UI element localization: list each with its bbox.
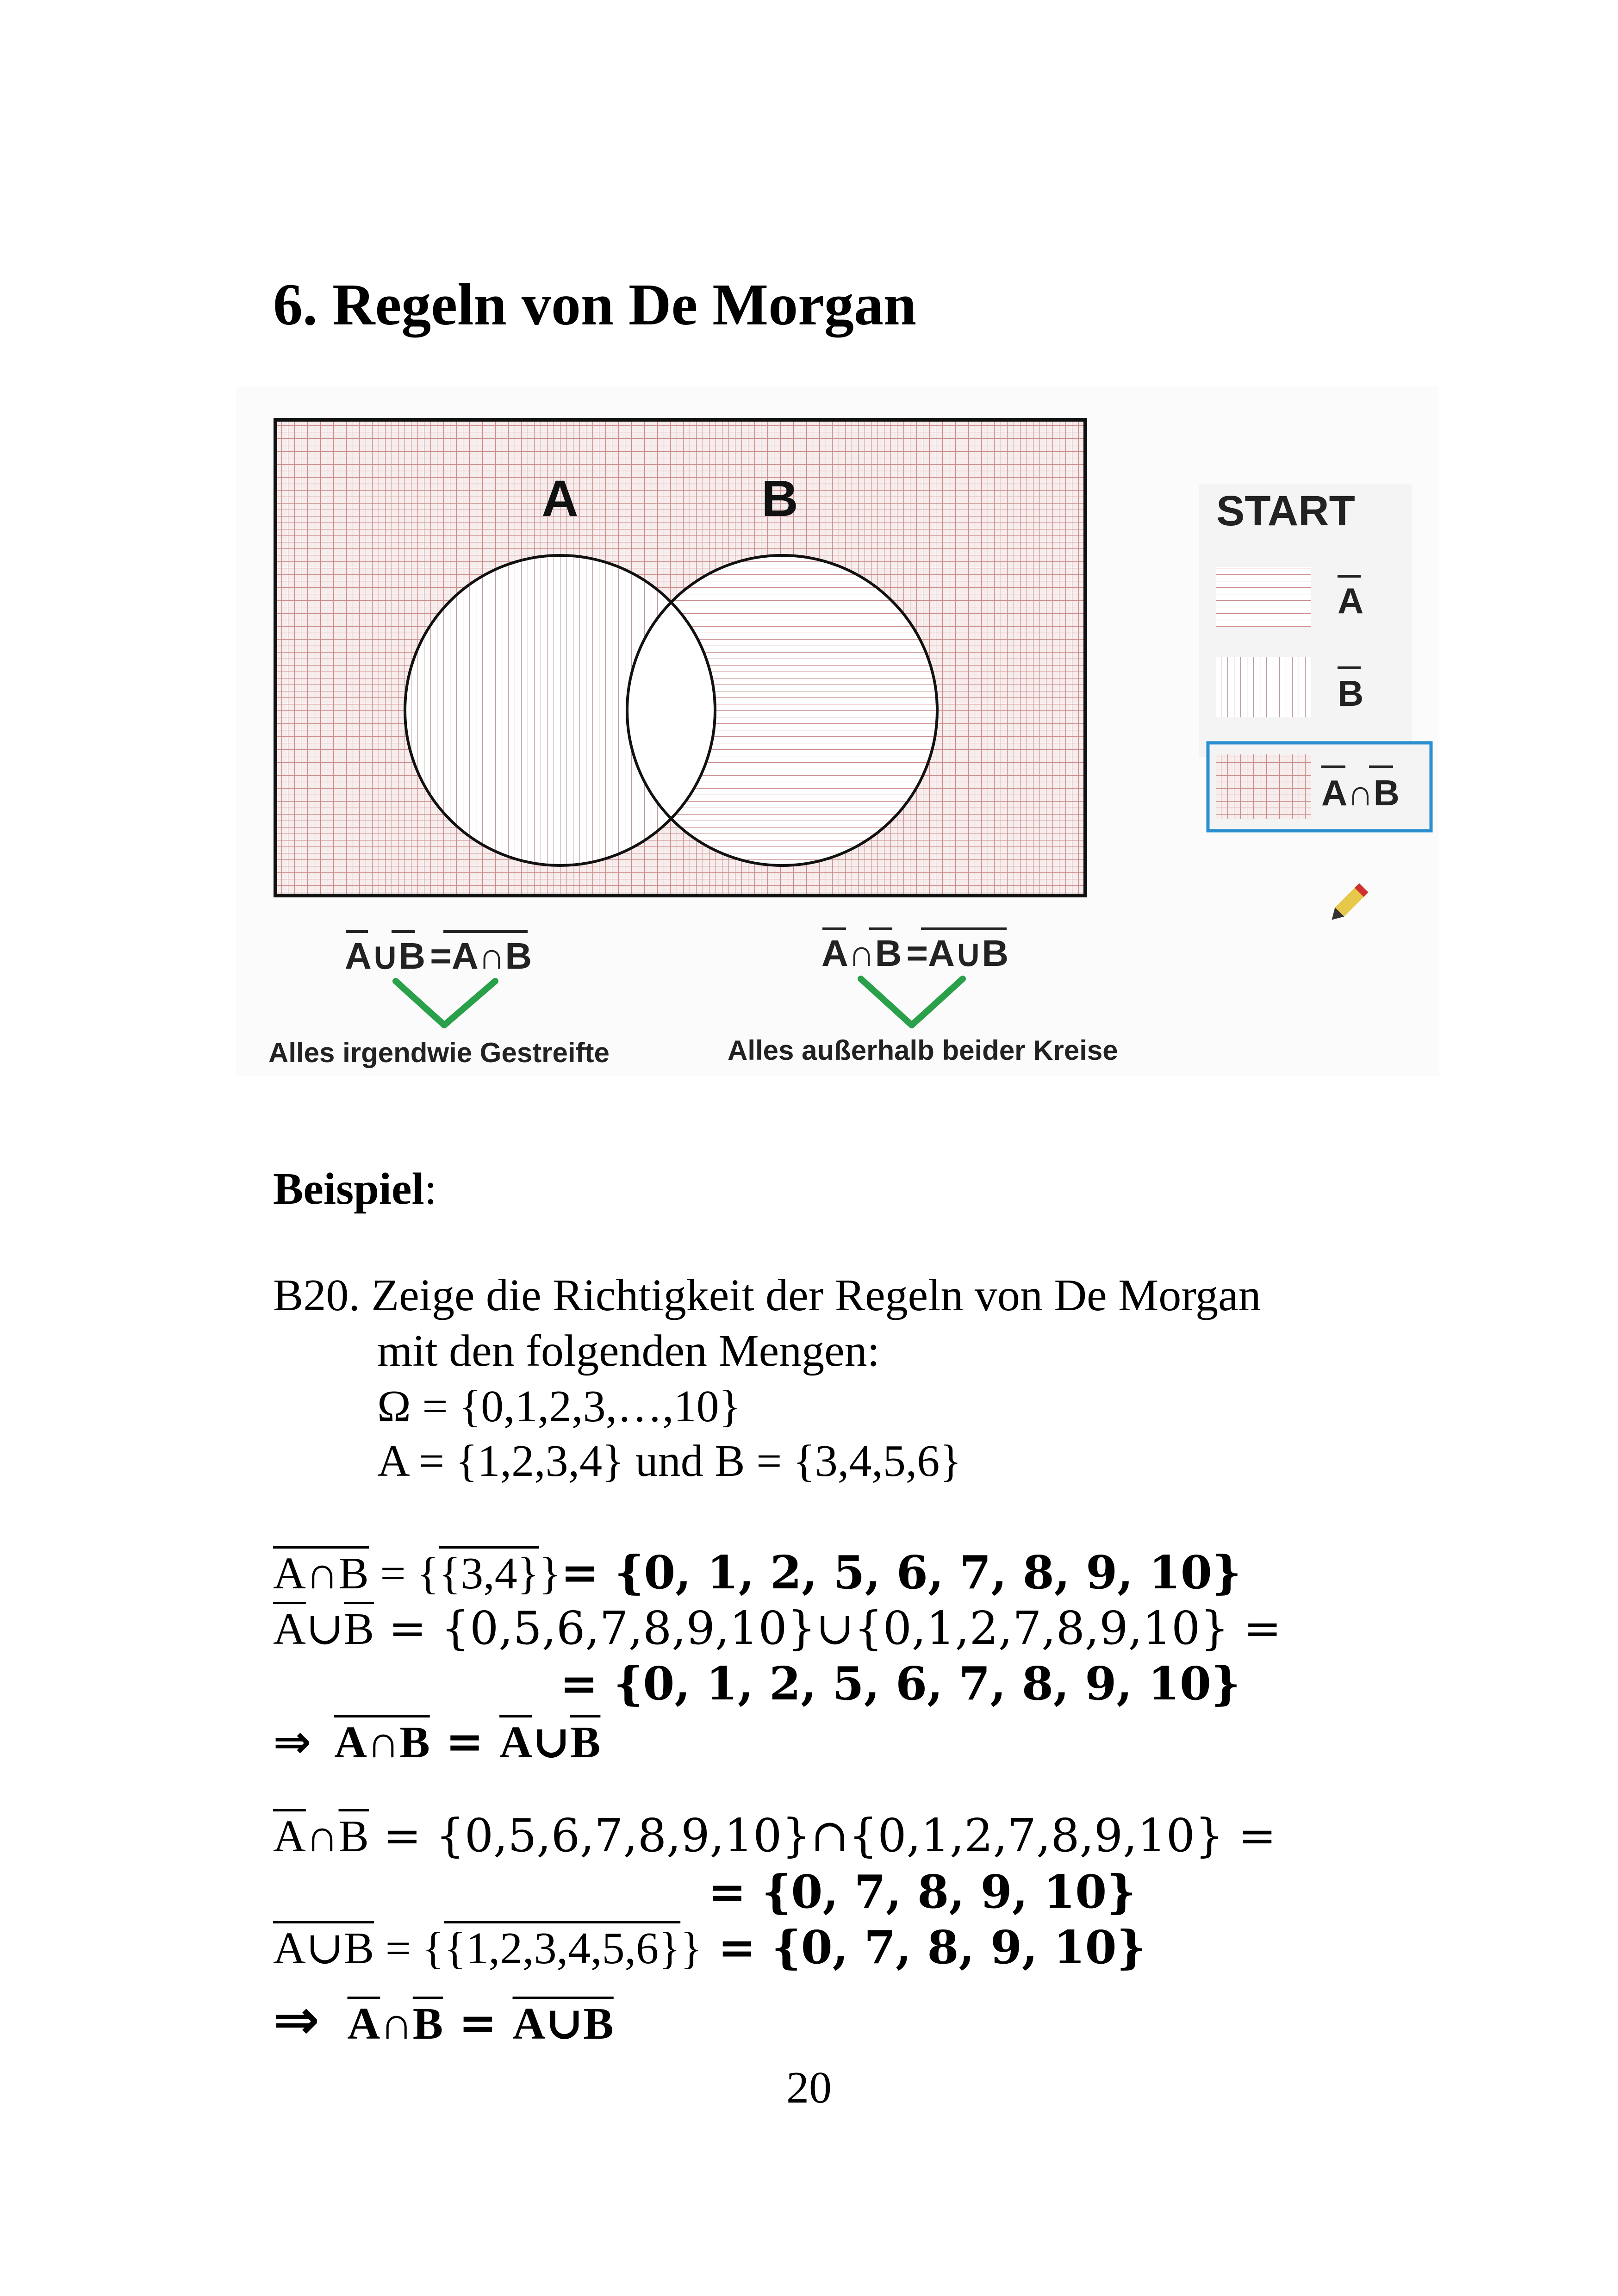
task-line-3: Ω = {0,1,2,3,…,10}	[377, 1381, 741, 1431]
caption-right: Alles außerhalb beider Kreise	[728, 1035, 1118, 1066]
rule1-line-4: ⇒ A∩B = $\overline{A}\cup\overline{B}$	[273, 1715, 601, 1768]
task-line-4: A = {1,2,3,4} und B = {3,4,5,6}	[377, 1436, 962, 1486]
caption-left: Alles irgendwie Gestreifte	[268, 1037, 610, 1068]
pencil-cursor-icon	[1327, 883, 1369, 924]
svg-text:A∩B=A∪B: A∩B =A∪B	[821, 933, 1009, 974]
venn-diagram-figure	[236, 386, 1439, 1076]
page-title: 6. Regeln von De Morgan	[273, 272, 917, 337]
rule1-line-3: = {0, 1, 2, 5, 6, 7, 8, 9, 10}	[560, 1657, 1241, 1711]
formula-right	[821, 929, 1008, 974]
legend-item-a-complement[interactable]	[1216, 567, 1363, 627]
rule2-line-2: = {0, 7, 8, 9, 10}	[708, 1866, 1136, 1919]
svg-text:A∩B: A∩B	[1321, 772, 1400, 813]
legend-start[interactable]: START	[1216, 487, 1355, 535]
svg-text:A∪B=A∩B: A∪B =A∩B	[345, 935, 532, 977]
rule2-line-4: ⇒ $\overline{A}\cap\overline{B}$ = A∪B	[273, 1988, 614, 2052]
example-heading: Beispiel:	[273, 1164, 437, 1214]
task-line-2: mit den folgenden Mengen:	[377, 1326, 880, 1376]
set-label-a: A	[541, 470, 579, 527]
formula-left	[345, 932, 532, 977]
svg-text:A: A	[1338, 580, 1364, 621]
svg-text:B: B	[1338, 673, 1364, 714]
rule2-line-1: $\overline{A}\cap\overline{B}$ = {0,5,6,7,8,9,10}∩{0,1,2,7,8,9,10} =	[273, 1810, 1276, 1862]
rule1-line-1: A∩B = {{3,4}}= {0, 1, 2, 5, 6, 7, 8, 9, 10}	[273, 1546, 1241, 1599]
rule2-line-3: A∪B = {{1,2,3,4,5,6}} = {0, 7, 8, 9, 10}	[273, 1921, 1146, 1974]
set-label-b: B	[761, 470, 798, 527]
legend-item-intersection-complements[interactable]	[1208, 743, 1431, 831]
rule1-line-2: $\overline{A}\cup\overline{B}$ = {0,5,6,7,8,9,10}∪{0,1,2,7,8,9,10} =	[273, 1602, 1282, 1655]
page-number: 20	[786, 2063, 832, 2113]
task-line-1: B20. Zeige die Richtigkeit der Regeln von De Morgan	[273, 1270, 1261, 1320]
